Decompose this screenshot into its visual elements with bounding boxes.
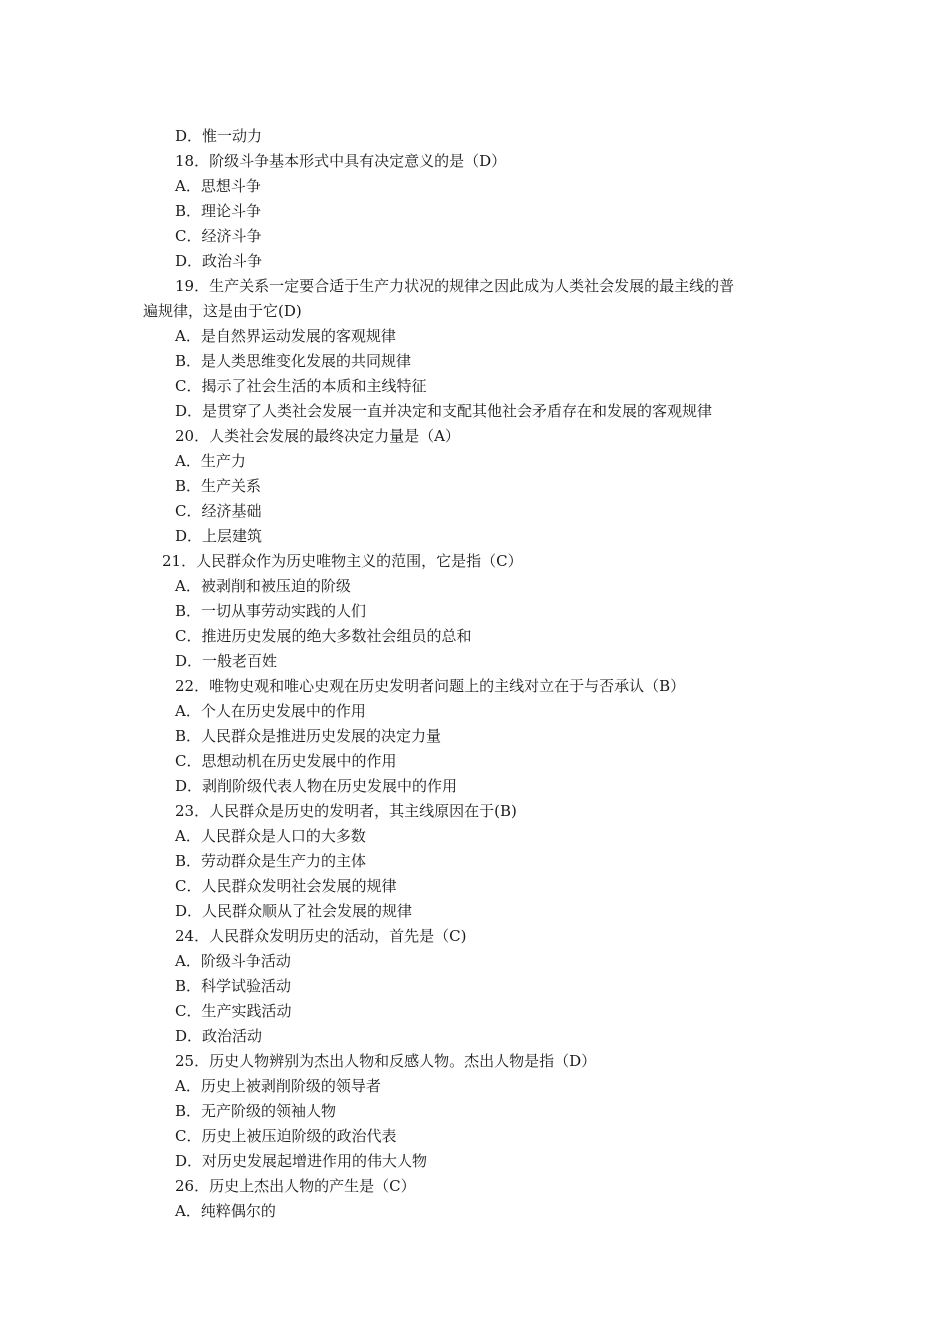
text-line: A．个人在历史发展中的作用 — [175, 702, 366, 720]
text-line: 26．历史上杰出人物的产生是（C） — [175, 1177, 416, 1195]
text-line: A．人民群众是人口的大多数 — [175, 827, 366, 845]
text-line: B．生产关系 — [175, 477, 262, 495]
document-body — [143, 124, 815, 1224]
text-line: 遍规律，这是由于它(D) — [143, 302, 302, 320]
text-line: D．上层建筑 — [175, 527, 263, 545]
text-line: D．人民群众顺从了社会发展的规律 — [175, 902, 413, 920]
text-line: B．无产阶级的领袖人物 — [175, 1102, 337, 1120]
text-line: 20．人类社会发展的最终决定力量是（A） — [175, 427, 460, 445]
text-line: A．纯粹偶尔的 — [175, 1202, 276, 1220]
text-line: 19．生产关系一定要合适于生产力状况的规律之因此成为人类社会发展的最主线的普 — [175, 277, 735, 295]
text-line: B．劳动群众是生产力的主体 — [175, 852, 367, 870]
text-line: D．是贯穿了人类社会发展一直并决定和支配其他社会矛盾存在和发展的客观规律 — [175, 402, 713, 420]
text-line: D．惟一动力 — [175, 127, 263, 145]
text-line: A．历史上被剥削阶级的领导者 — [175, 1077, 381, 1095]
text-line: A．被剥削和被压迫的阶级 — [175, 577, 351, 595]
text-line: B．一切从事劳动实践的人们 — [175, 602, 367, 620]
text-line: C．人民群众发明社会发展的规律 — [175, 877, 397, 895]
text-line: B．科学试验活动 — [175, 977, 292, 995]
text-line: C．历史上被压迫阶级的政治代表 — [175, 1127, 397, 1145]
text-line: 25．历史人物辨别为杰出人物和反感人物。杰出人物是指（D） — [175, 1052, 597, 1070]
text-line: C．生产实践活动 — [175, 1002, 292, 1020]
text-line: D．对历史发展起增进作用的伟大人物 — [175, 1152, 428, 1170]
text-line: A．是自然界运动发展的客观规律 — [175, 327, 396, 345]
text-line: C．推进历史发展的绝大多数社会组员的总和 — [175, 627, 472, 645]
text-line: D．剥削阶级代表人物在历史发展中的作用 — [175, 777, 458, 795]
text-line: C．思想动机在历史发展中的作用 — [175, 752, 397, 770]
text-line: B．人民群众是推进历史发展的决定力量 — [175, 727, 442, 745]
text-line: B．是人类思维变化发展的共同规律 — [175, 352, 412, 370]
text-line: 22．唯物史观和唯心史观在历史发明者问题上的主线对立在于与否承认（B） — [175, 677, 686, 695]
text-line: D．政治活动 — [175, 1027, 263, 1045]
text-line: C．揭示了社会生活的本质和主线特征 — [175, 377, 427, 395]
text-line: 18．阶级斗争基本形式中具有决定意义的是（D） — [175, 152, 507, 170]
text-line: C．经济斗争 — [175, 227, 262, 245]
text-line: A．阶级斗争活动 — [175, 952, 291, 970]
text-line: A．思想斗争 — [175, 177, 261, 195]
text-line: B．理论斗争 — [175, 202, 262, 220]
text-line: A．生产力 — [175, 452, 246, 470]
text-line: 21．人民群众作为历史唯物主义的范围，它是指（C） — [162, 552, 523, 570]
text-line: D．一般老百姓 — [175, 652, 278, 670]
text-line: 23．人民群众是历史的发明者，其主线原因在于(B) — [175, 802, 517, 820]
text-line: C．经济基础 — [175, 502, 262, 520]
text-line: D．政治斗争 — [175, 252, 263, 270]
text-line: 24．人民群众发明历史的活动，首先是（C) — [175, 927, 467, 945]
